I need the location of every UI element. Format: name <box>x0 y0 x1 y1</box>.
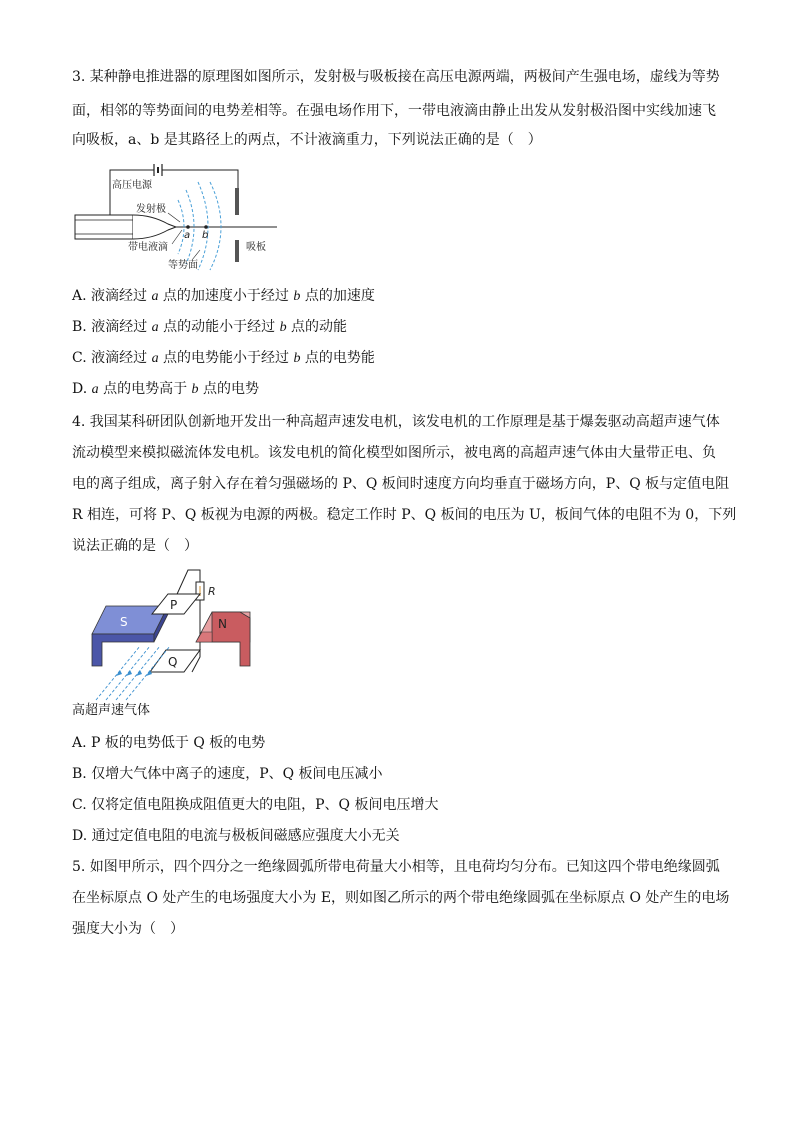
q3-option-d[interactable] <box>72 379 259 400</box>
q3-option-a-var-1: a <box>151 289 159 304</box>
q3-option-b-var-1: a <box>151 320 159 335</box>
equipotential-label: 等势面 <box>168 260 198 271</box>
q3-option-c-var-2: b <box>293 351 301 366</box>
emitter-tube <box>75 215 133 239</box>
q3-line-1: 3. 某种静电推进器的原理图如图所示，发射极与吸板接在高压电源两端，两极间产生强电场，虚线为等势 <box>72 69 720 85</box>
q4-option-a[interactable]: A. P 板的电势低于 Q 板的电势 <box>72 735 266 751</box>
q4-line-2: 流动模型来模拟磁流体发电机。该发电机的简化模型如图所示，被电离的高超声速气体由大量带正电、负 <box>72 445 716 461</box>
q3-option-c-text-3: 点的电势能 <box>300 350 375 366</box>
q4-line-3: 电的离子组成，离子射入存在着匀强磁场的 P、Q 板间时速度方向均垂直于磁场方向，P、Q 板与定值电阻 <box>72 476 730 492</box>
q3-option-a-text-2: 点的加速度小于经过 <box>158 288 294 304</box>
q3-option-d-var-1: a <box>91 382 99 397</box>
q3-option-b-text-2: 点的动能小于经过 <box>158 319 280 335</box>
q3-option-d-text-3: 点的电势 <box>198 381 259 397</box>
s-magnet-label: S <box>120 615 128 629</box>
resistor-label: R <box>208 585 216 598</box>
q3-option-c-text-2: 点的电势能小于经过 <box>158 350 294 366</box>
q3-option-b-text-3: 点的动能 <box>286 319 348 335</box>
q3-option-b-text-1: 液滴经过 <box>91 319 152 335</box>
q3-option-a[interactable] <box>72 286 375 307</box>
absorber-upper-plate <box>235 188 239 215</box>
q3-option-b-var-2: b <box>279 320 287 335</box>
gas-caption: 高超声速气体 <box>72 703 151 718</box>
q3-option-c-text-1: 液滴经过 <box>91 350 152 366</box>
point-b <box>204 225 208 229</box>
q3-option-d-text-2: 点的电势高于 <box>98 381 192 397</box>
q3-option-c-letter: C. <box>72 350 87 366</box>
q3-option-b[interactable] <box>72 317 347 338</box>
point-b-label: b <box>202 230 209 241</box>
droplet-label: 带电液滴 <box>128 242 168 253</box>
point-a-label: a <box>184 230 191 241</box>
q3-option-a-var-2: b <box>293 289 301 304</box>
q3-option-c-var-1: a <box>151 351 159 366</box>
gas-flow-arrows <box>96 646 170 700</box>
q3-line-3: 向吸板，a、b 是其路径上的两点，不计液滴重力，下列说法正确的是（ ） <box>72 132 542 148</box>
p-plate-label: P <box>170 598 178 612</box>
q5-line-1: 5. 如图甲所示，四个四分之一绝缘圆弧所带电荷量大小相等，且电荷均匀分布。已知这四个带电绝缘圆弧 <box>72 859 720 875</box>
q4-option-c[interactable]: C. 仅将定值电阻换成阻值更大的电阻，P、Q 板间电压增大 <box>72 797 439 813</box>
q3-option-a-letter: A. <box>72 288 87 304</box>
q4-option-d[interactable]: D. 通过定值电阻的电流与极板间磁感应强度大小无关 <box>72 828 400 844</box>
q3-option-a-text-3: 点的加速度 <box>300 288 375 304</box>
q3-line-2: 面，相邻的等势面间的电势差相等。在强电场作用下，一带电液滴由静止出发从发射极沿图中实线加速飞 <box>72 103 716 119</box>
q3-figure <box>72 160 282 270</box>
q3-option-d-letter: D. <box>72 381 88 397</box>
q3-option-b-letter: B. <box>72 319 87 335</box>
emitter-label: 发射极 <box>136 204 166 215</box>
point-a <box>186 225 190 229</box>
q-plate-label: Q <box>168 655 178 669</box>
q4-line-1: 4. 我国某科研团队创新地开发出一种高超声速发电机，该发电机的工作原理是基于爆轰驱动高超声速气体 <box>72 414 720 430</box>
q4-option-b[interactable]: B. 仅增大气体中离子的速度，P、Q 板间电压减小 <box>72 766 383 782</box>
q5-line-2: 在坐标原点 O 处产生的电场强度大小为 E，则如图乙所示的两个带电绝缘圆弧在坐标原点 O 处产生的电场 <box>72 890 730 906</box>
absorber-lower-plate <box>235 240 239 262</box>
q3-option-a-text-1: 液滴经过 <box>91 288 152 304</box>
q5-line-3: 强度大小为（ ） <box>72 921 184 937</box>
q3-option-c[interactable] <box>72 348 375 369</box>
q4-line-4: R 相连，可将 P、Q 板视为电源的两极。稳定工作时 P、Q 板间的电压为 U，板间气体的电阻不为 0，下列 <box>72 507 737 523</box>
power-label: 高压电源 <box>112 180 152 191</box>
q3-option-d-var-2: b <box>191 382 199 397</box>
q4-figure <box>88 562 278 702</box>
absorber-label: 吸板 <box>246 242 266 253</box>
n-magnet-label: N <box>218 617 227 631</box>
q4-line-5: 说法正确的是（ ） <box>72 538 198 554</box>
